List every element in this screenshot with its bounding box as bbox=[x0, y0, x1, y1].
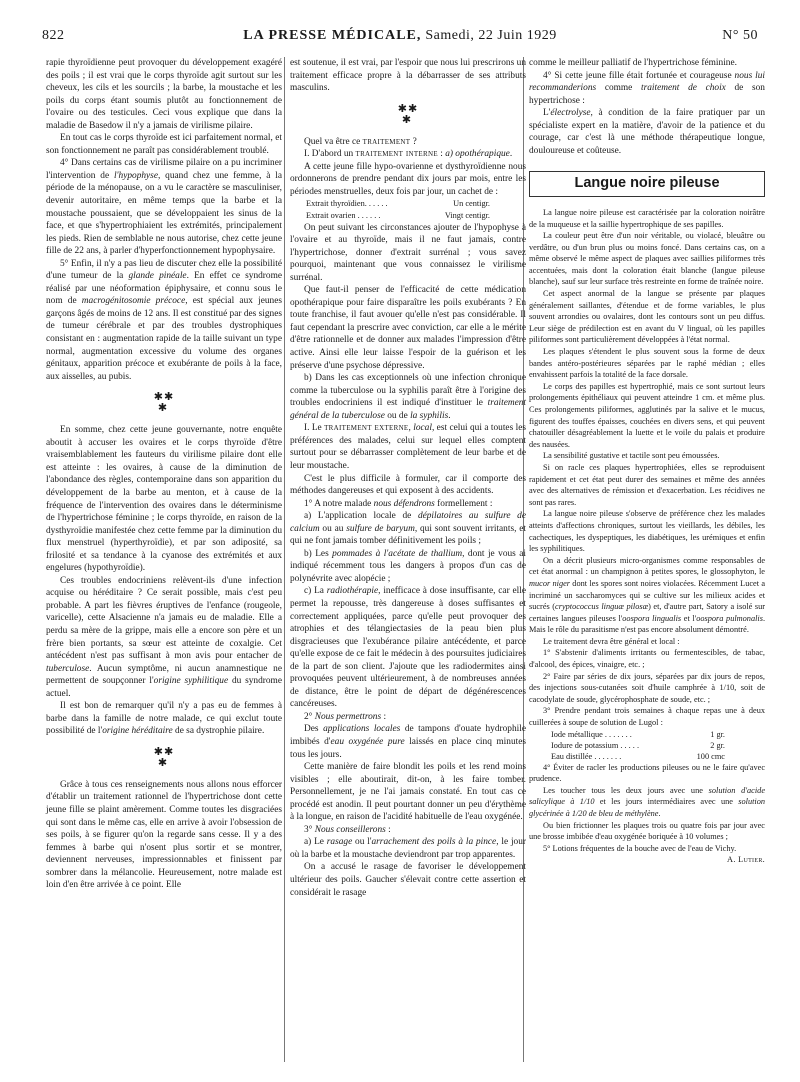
paragraph: La couleur peut être d'un noir véritable, ou violacé, bleuâtre ou verdâtre, ou d'un brun plus ou moins foncé. Dans certains cas, on a même observé le même aspect de plaques avec saillies piliformes très accentuées, mais dont la coloration était blanche (langue pileuse blanche), sauf sur leur surface très restreinte en forme de traînée noire. bbox=[529, 231, 765, 287]
italic-run: dépilatoires au sulfure de calcium bbox=[290, 511, 526, 534]
issue-number: N° 50 bbox=[722, 28, 758, 43]
text-run: . bbox=[658, 809, 661, 819]
text-run: a) L'application locale de bbox=[304, 511, 418, 522]
formula-line bbox=[551, 751, 765, 762]
paragraph: Le corps des papilles est hypertrophié, mais ce sont surtout leurs prolongements épithéliaux qui peuvent atteindre 1 cm. et même plus. Ces prolongements piliformes, agglutinés par la salive et le mucus, figurent des touffes épaisses, couchées en divers sens, et qui peuvent chatouiller désagréablement la luette et le voile du palais et produire des nausées. bbox=[529, 381, 765, 449]
paragraph bbox=[290, 711, 526, 724]
text-run: de son hypertrichose : bbox=[529, 83, 765, 106]
page-number: 822 bbox=[42, 28, 65, 43]
text-run: ou l' bbox=[352, 837, 372, 848]
text-run: , le jour où la barbe et la moustache deviendront par trop apparentes. bbox=[290, 837, 526, 860]
paragraph bbox=[529, 785, 765, 820]
text-run: et les jours intermédiaires avec une bbox=[594, 797, 739, 807]
text-run: . bbox=[448, 410, 451, 421]
paragraph bbox=[46, 258, 282, 383]
italic-run: pommades à l'acétate de thallium bbox=[332, 548, 463, 559]
prescription-item: Extrait thyroïdien. . . . . . bbox=[306, 199, 388, 209]
text-run: , inefficace à dose insuffisante, car elle permet la repousse, très dangereuse à doses suffisantes et correctement appliquées, parce qu'elle peut provoquer des atrophies et des télangiectasies de la peau bien plus disgracieuses que l'exubérance pilaire antécédente, et parce qu'elle expose de ce fait le médecin à des poursuites judiciaires de la part de son client. J'ajoute que les radiodermites ainsi provoquées peuvent ultérieurement, à de nombreuses années de distance, être le point de départ de dégénérescences cancéreuses. bbox=[290, 586, 526, 710]
text-run: et l' bbox=[681, 613, 697, 623]
italic-run: arrachement des poils à la pince bbox=[371, 837, 497, 848]
italic-run: radiothérapie bbox=[326, 586, 379, 597]
paragraph bbox=[290, 148, 526, 161]
paragraph: 1° S'abstenir d'aliments irritants ou fermentescibles, de tabac, d'alcool, des épices, vinaigre, etc. ; bbox=[529, 648, 765, 670]
paragraph bbox=[290, 136, 526, 149]
italic-run: solution d'acide salicylique à 1/10 bbox=[529, 785, 765, 807]
text-run: , qui sont souvent irritants, et qui ne font jamais tomber définitivement les poils ; bbox=[290, 523, 526, 547]
section-ornament: ✱✱ ✱ bbox=[153, 745, 175, 769]
text-run: ou au bbox=[319, 523, 347, 534]
text-run: , est spécial aux jeunes garçons âgés de moins de 12 ans. Il est constitué par des signes de tumeur cérébrale et par des troubles dystrophiques consistant en : augmentation rapide de la taille suivant un type normal, augmentation excessive du volume des organes génitaux, apparition précoce et exubérante de poils à la face, aux aisselles, au pubis. bbox=[46, 296, 282, 382]
text-run: I. Le bbox=[304, 423, 325, 434]
text-run: L' bbox=[543, 108, 551, 119]
paragraph bbox=[46, 700, 282, 738]
text-run: b) Les bbox=[304, 548, 333, 559]
italic-run: Nous permettrons bbox=[314, 711, 382, 722]
prescription-dose: Vingt centigr. bbox=[444, 210, 490, 220]
paragraph: est soutenue, il est vrai, par l'espoir que nous lui prescrirons un traitement efficace propre à la débarrasser de ses attributs masculins. bbox=[290, 58, 526, 94]
text-run: ou de bbox=[384, 410, 411, 421]
formula-dose: 100 cmc bbox=[696, 751, 725, 761]
author-signature: A. Lutier. bbox=[727, 855, 765, 865]
paragraph: Si on racle ces plaques hypertrophiées, elles se reproduisent rapidement et cet état peut durer des semaines et même des années avec des alternatives de rémission et d'exacerbation. Les récidives ne sont pas rares. bbox=[529, 462, 765, 507]
formula-line bbox=[551, 729, 765, 740]
text-run: , quand chez une femme, à la période de la ménopause, on a vu le caractère se masculiniser, devenir autoritaire, en même temps que la barbe et la moustache poussaient, que se développaient les sinus de la face, et que s'hypertrophiaient les extrémités, principalement les pieds. Rien de semblable ne nous autorise, chez cette jeune fille de 22 ans, à parler d'hyperfonctionnement hypophysaire. bbox=[46, 170, 282, 257]
italic-run: origine héréditaire bbox=[102, 726, 173, 737]
italic-run: glande pinéale bbox=[128, 271, 187, 282]
text-run: Quel va être ce bbox=[304, 136, 363, 147]
column-1 bbox=[46, 57, 282, 892]
paragraph: A cette jeune fille hypo-ovarienne et dysthyroïdienne nous ordonnerons de prendre pendant dix jours par mois, entre les périodes menstruelles, deux fois par jour, un cachet de : bbox=[290, 161, 526, 197]
paragraph bbox=[529, 107, 765, 157]
paragraph: Le traitement devra être général et local : bbox=[543, 636, 680, 646]
text-run: de sa dystrophie pilaire. bbox=[172, 726, 265, 737]
formula-line bbox=[551, 740, 765, 751]
italic-run: applications locales bbox=[323, 724, 401, 735]
prescription-line bbox=[306, 210, 526, 222]
text-run: , à condition de la faire pratiquer par un spécialiste expert en la matière, d'avoir de la patience et du courage, car c'est là une méthode thérapeutique longue, douloureuse et coûteuse. bbox=[529, 108, 765, 156]
text-run: Ces troubles endocriniens relèvent-ils d'une infection acquise ou héréditaire ? Ce serait possible, mais c'est peu probable. A part les fièvres éruptives de l'enfance (rougeole, varicelle), cette Alsacienne n'a jamais eu de maladie. Elle a perdu sa mère de la grippe, mais elle a encore son père et un frère bien portants, sa sœur est atteinte de coxalgie. Cet antécédent n'est pas suffisant à mon avis pour entacher de bbox=[46, 575, 282, 662]
text-run: Des bbox=[304, 724, 324, 735]
column-3 bbox=[529, 57, 765, 866]
text-run: : bbox=[381, 711, 387, 722]
paragraph bbox=[290, 585, 526, 710]
italic-run: oospora pulmonalis bbox=[696, 613, 763, 623]
italic-run: oospora lingualis bbox=[622, 613, 682, 623]
italic-run: , local bbox=[408, 423, 432, 434]
text-run: du syndrome actuel. bbox=[46, 676, 282, 699]
smallcaps-run: traitement interne bbox=[355, 149, 438, 160]
text-run: 2° bbox=[304, 711, 315, 722]
italic-run: a) opothérapique bbox=[445, 149, 510, 160]
italic-run: tuberculose bbox=[46, 663, 90, 674]
paragraph bbox=[290, 824, 526, 837]
formula-item: Iode métallique . . . . . . . bbox=[551, 729, 632, 739]
text-run: 5° Enfin, il n'y a pas lieu de discuter chez elle la possibilité d'une tumeur de la bbox=[46, 258, 282, 282]
italic-run: macrogénitosomie précoce bbox=[81, 296, 186, 307]
text-run: , est celui qui a toutes les préférences des malades, celui sur lequel elles comptent surtout pour se débarrasser complètement de leur barbe et de leur moustache. bbox=[290, 423, 526, 471]
paragraph: La langue noire pileuse est caractérisée par la coloration noirâtre de la muqueuse et la saillie hypertrophique de ses papilles. bbox=[529, 207, 765, 229]
paragraph: On peut suivant les circonstances ajouter de l'hypophyse à l'ovaire et au thyroïde, mais il ne faut jamais, contre l'hypertrichose, donner d'extrait surrénal ; vous savez pourquoi, maintenant que vous connaissez le virilisme surrénal. bbox=[290, 222, 526, 283]
italic-run: nous lui recommanderions bbox=[529, 70, 766, 94]
prescription-item: Extrait ovarien . . . . . . bbox=[306, 210, 381, 220]
paragraph bbox=[529, 555, 765, 636]
paragraph bbox=[290, 510, 526, 548]
text-run: formellement : bbox=[434, 498, 493, 509]
text-run: dont les spores sont noires violacées. Récemment Lucet a incriminé un saccharomyces qui se cultive sur les milieux acides et sucrés ( bbox=[529, 578, 766, 612]
text-run: b) Dans les cas exceptionnels où une infection chronique comme la tuberculose ou la syphilis paraît être à l'origine des troubles endocriniens il est indiqué d'instituer le bbox=[290, 373, 526, 409]
smallcaps-run: traitement externe bbox=[324, 423, 409, 434]
paragraph bbox=[290, 422, 526, 472]
text-run: de tampons d'ouate hydrophile imbibés d' bbox=[290, 724, 526, 747]
text-run: 4° Si cette jeune fille était fortunée et courageuse bbox=[543, 70, 735, 81]
text-run: a) Le bbox=[304, 837, 327, 848]
paragraph: Cet aspect anormal de la langue se présente par plaques généralement saillantes, d'étendue et de forme variables, le plus souvent arrondies ou ovalaires, dont les contours sont un peu diffus. Leur siège de prédilection est en avant du V lingual, où les papilles piliformes sont particulièrement développées à l'état normal. bbox=[529, 289, 765, 345]
text-run: laissés en place cinq minutes tous les jours. bbox=[290, 736, 527, 760]
paragraph: La langue noire pileuse s'observe de préférence chez les malades atteints d'affections chroniques, surtout les vieillards, les débiles, les cachectiques, les dyspeptiques, les diabétiques, les urémiques et enfin les syphilitiques. bbox=[529, 509, 765, 554]
text-run: : bbox=[437, 149, 446, 160]
paragraph: En somme, chez cette jeune gouvernante, notre enquête aboutit à accuser les ovaires et le corps thyroïde d'être vraisemblablement les fauteurs du virilisme pilaire dont elle est atteinte : les ovaires, à cause de la diminution de l'abondance des règles, contemporaine dans son apparition du développement de la barbe au menton, et à cause de la fréquence de l'intervention des ovaires dans le déterminisme de l'hypertrichose féminine ; le corps thyroïde, en raison de la dysthyroïdie manifestée chez cette femme par la diminution du flux menstruel (hyperthyroïdie), et par son adiposité, sa frilosité et sa tendance à la cyanose des extrémités et aux engelures (hypothyroïdie). bbox=[46, 425, 282, 574]
italic-run: Nous conseillerons bbox=[314, 824, 386, 835]
paragraph: comme le meilleur palliatif de l'hypertrichose féminine. bbox=[529, 58, 737, 68]
italic-run: traitement général de la tuberculose bbox=[290, 398, 526, 421]
paragraph: Grâce à tous ces renseignements nous allons nous efforcer d'établir un traitement rationnel de l'hypertrichose dont cette jeune fille se plaint amèrement. Comme toutes les disgraciées qui sont dans le même cas, elle en arrive à avoir l'obsession de ses poils, à se figurer qu'on la regarde sans cesse. Il y a des femmes à barbe qui n'osent plus sortir et se montrer, deviennent nerveuses, impressionnables et finissent par sombrer dans la mélancolie. Heureusement, notre malade est loin d'en être arrivée à ce point. Elle bbox=[46, 779, 282, 891]
paragraph: La sensibilité gustative et tactile sont peu émoussées. bbox=[543, 451, 720, 461]
italic-run: cryptococcus linguæ pilosæ bbox=[555, 602, 649, 612]
paragraph: 3° Prendre pendant trois semaines à chaque repas une à deux cuillerées à soupe de solution de Lugol : bbox=[529, 706, 765, 728]
text-run: 1° A notre malade bbox=[304, 498, 374, 509]
italic-run: électrolyse bbox=[550, 108, 591, 119]
paragraph: Ou bien frictionner les plaques trois ou quatre fois par jour avec une brosse imbibée d'eau oxygénée boriquée à 10 volumes ; bbox=[529, 820, 765, 842]
formula-item: Eau distillée . . . . . . . bbox=[551, 751, 622, 761]
text-run: 3° bbox=[304, 824, 315, 835]
section-ornament: ✱✱ ✱ bbox=[153, 391, 175, 415]
paragraph: C'est le plus difficile à formuler, car il comporte des méthodes dangereuses et qui exposent à des accidents. bbox=[290, 473, 526, 497]
paragraph bbox=[290, 836, 526, 861]
column-2 bbox=[290, 57, 526, 899]
paragraph bbox=[529, 70, 765, 108]
paragraph bbox=[290, 498, 526, 511]
italic-run: origine syphilitique bbox=[153, 676, 229, 687]
paragraph bbox=[46, 575, 282, 700]
formula-dose: 2 gr. bbox=[710, 740, 725, 750]
issue-date: Samedi, 22 Juin 1929 bbox=[425, 28, 557, 43]
italic-run: eau oxygénée pure bbox=[330, 736, 405, 747]
italic-run: la syphilis bbox=[410, 410, 449, 421]
prescription-list bbox=[290, 198, 526, 221]
paragraph: 5° Lotions fréquentes de la bouche avec de l'eau de Vichy. bbox=[543, 843, 737, 853]
text-run: . Mais le rôle du parasitisme n'est pas encore absolument démontré. bbox=[529, 613, 766, 635]
italic-run: l'hypophyse bbox=[113, 170, 158, 181]
text-run: . bbox=[509, 149, 513, 160]
smallcaps-run: traitement bbox=[362, 136, 411, 147]
text-run: , dont je vous ai indiqué récemment tous les dangers à propos d'un cas de polynévrite avec alopécie ; bbox=[290, 548, 526, 584]
paragraph: 4° Éviter de racler les productions pileuses ou ne le faire qu'avec prudence. bbox=[529, 762, 765, 784]
paragraph: En tout cas le corps thyroïde est ici parfaitement normal, et son fonctionnement ne paraît pas considérablement troublé. bbox=[46, 133, 282, 156]
italic-run: traitement de choix bbox=[641, 83, 726, 94]
formula-item: Iodure de potassium . . . . . bbox=[551, 740, 640, 750]
section-ornament: ✱✱ ✱ bbox=[397, 102, 419, 126]
italic-run: rasage bbox=[326, 837, 353, 848]
italic-run: solution glycérinée à 1/20 de bleu de méthylène bbox=[529, 797, 766, 819]
running-title bbox=[42, 28, 758, 44]
paragraph: On a accusé le rasage de favoriser le développement ultérieur des poils. Gaucher s'élevait contre cette assertion et considérait le rasage bbox=[290, 862, 526, 898]
text-run: . Aucun symptôme, ni aucun anamnestique ne permettent de soupçonner l' bbox=[46, 663, 282, 687]
text-run: 4° Dans certains cas de virilisme pilaire on a pu incriminer l'intervention de bbox=[46, 158, 282, 181]
paragraph: Cette manière de faire blondit les poils et les rend moins visibles ; elle aboutirait, dit-on, à les faire tomber. Personnellement, je ne l'ai jamais constaté. En tout cas ce procédé est anodin. Il peut pourtant donner un peu d'érythème à la longue, en raison de l'acidité habituelle de l'eau oxygénée. bbox=[290, 762, 526, 823]
article-title-box: Langue noire pileuse bbox=[529, 171, 765, 197]
paragraph: 2° Faire par séries de dix jours, séparées par dix jours de repos, des injections sous-cutanées soit d'huile camphrée à 1/10, soit de cacodylate de soude, glycérophosphate de soude, etc. ; bbox=[529, 671, 765, 704]
lugol-formula bbox=[529, 729, 765, 762]
italic-run: sulfure de baryum bbox=[346, 523, 415, 534]
prescription-line bbox=[306, 198, 526, 210]
formula-dose: 1 gr. bbox=[710, 729, 725, 739]
article-body bbox=[529, 207, 765, 866]
page-header bbox=[42, 28, 758, 46]
prescription-dose: Un centigr. bbox=[453, 199, 490, 209]
paragraph: Que faut-il penser de l'efficacité de cette médication opothérapique pour faire disparaître les poils exubérants ? En toute franchise, il faut avouer qu'elle n'est pas considérable. Il faut cependant la prescrire avec conviction, car elle a le mérite d'être rationnelle et de donner aux malades l'impression d'être active. Ainsi elle leur laisse l'espoir de la guérison et les préserve d'une psychose dépressive. bbox=[290, 285, 526, 371]
text-run: ? bbox=[410, 136, 417, 147]
paragraph bbox=[290, 548, 526, 586]
italic-run: mucor niger bbox=[529, 578, 571, 588]
text-run: . En effet ce syndrome réalisé par une néoformation épiphysaire, et connu sous le nom de bbox=[46, 271, 282, 307]
italic-run: nous défendrons bbox=[373, 498, 435, 509]
paragraph bbox=[290, 723, 526, 761]
paragraph: rapie thyroïdienne peut provoquer du développement exagéré des poils ; il est vrai que le corps thyroïde agit surtout sur les cheveux, les cils et les sourcils ; la barbe, la moustache et les poils du corps étant soumis plutôt au fonctionnement de l'ovaire ou des testicules. Ceci vous explique que dans la maladie de Basedow il n'y a jamais de virilisme pilaire. bbox=[46, 58, 282, 131]
text-run: comme bbox=[596, 83, 641, 94]
text-run: I. D'abord un bbox=[304, 149, 356, 160]
paragraph: Les plaques s'étendent le plus souvent sous la forme de deux bandes antéro-postérieures séparées par le raphé médian ; elles envahissent parfois la totalité de la face dorsale. bbox=[529, 347, 765, 380]
text-run: On a décrit plusieurs micro-organismes comme responsables de cet état anormal : un champignon à petites spores, le glossophyton, le bbox=[529, 555, 765, 577]
paragraph bbox=[46, 157, 282, 257]
text-run: : bbox=[385, 824, 391, 835]
column-rule-left bbox=[284, 57, 285, 1062]
text-run: ) et, d'autre part, Satory a isolé sur certaines langues pileuses l' bbox=[529, 602, 765, 623]
text-run: c) La bbox=[304, 586, 327, 597]
paragraph bbox=[290, 372, 526, 422]
journal-name: LA PRESSE MÉDICALE, bbox=[243, 28, 422, 43]
text-run: Les toucher tous les deux jours avec une bbox=[543, 785, 709, 795]
text-run: Il est bon de remarquer qu'il n'y a pas eu de femmes à barbe dans la famille de notre malade, ce qui exclut toute possibilité de l' bbox=[46, 701, 282, 737]
